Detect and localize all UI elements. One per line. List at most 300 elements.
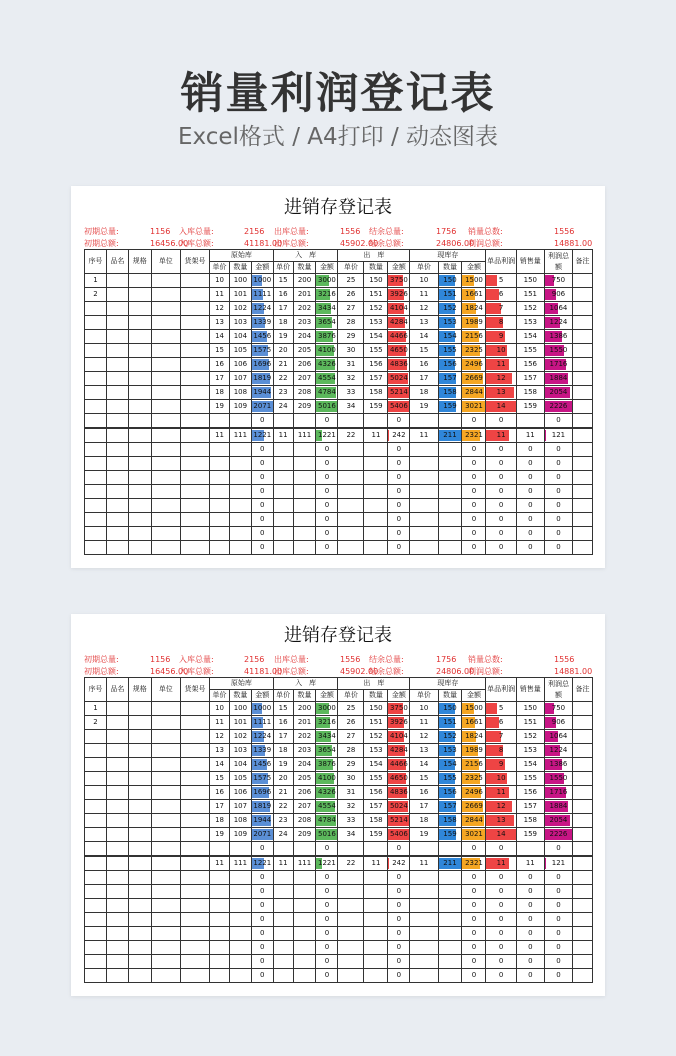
cell-empty: [106, 730, 128, 744]
cell-text: 111: [297, 431, 312, 439]
cell-value: [338, 941, 364, 955]
cell-empty: [180, 899, 209, 913]
cell-value: [251, 428, 273, 443]
cell-text: 3876: [318, 332, 336, 340]
cell-text: 22: [346, 431, 356, 439]
cell-value: [273, 457, 293, 471]
cell-empty: [106, 913, 128, 927]
cell-value: [229, 400, 251, 414]
cell-text: 0: [260, 873, 265, 881]
subheader-cell: 数量: [438, 690, 462, 702]
cell-value: [293, 443, 316, 457]
cell-value: [544, 302, 572, 316]
cell-value: [293, 702, 316, 716]
cell-text: 17: [419, 802, 429, 810]
cell-value: [251, 702, 273, 716]
cell-value: [462, 513, 486, 527]
cell-text: 1111: [253, 290, 272, 298]
cell-empty: [151, 400, 180, 414]
cell-value: [544, 772, 572, 786]
table-row: [85, 330, 593, 344]
subheader-cell: 数量: [364, 262, 388, 274]
table-row: [85, 302, 593, 316]
cell-value: [229, 288, 251, 302]
summary-value: 41181.00: [244, 239, 283, 248]
cell-value: [338, 885, 364, 899]
cell-value: [210, 800, 230, 814]
cell-seq: [85, 885, 107, 899]
cell-value: [486, 288, 516, 302]
cell-text: 208: [297, 816, 312, 824]
cell-text: 206: [297, 788, 312, 796]
cell-value: [251, 443, 273, 457]
cell-empty: [180, 955, 209, 969]
cell-value: [229, 414, 251, 429]
cell-value: [210, 428, 230, 443]
cell-value: [486, 899, 516, 913]
cell-value: [388, 302, 410, 316]
cell-value: [210, 856, 230, 871]
cell-value: [210, 499, 230, 513]
hero-subtitle: Excel格式 / A4打印 / 动态图表: [177, 124, 499, 150]
cell-value: [462, 842, 486, 857]
cell-value: [516, 330, 544, 344]
cell-text: 1944: [253, 816, 272, 824]
cell-value: [410, 828, 438, 842]
cell-text: 750: [551, 704, 566, 712]
cell-text: 29: [346, 332, 356, 340]
cell-text: 18: [278, 318, 288, 326]
cell-value: [210, 842, 230, 857]
cell-value: [273, 800, 293, 814]
cell-text: 9: [498, 332, 504, 340]
cell-value: [410, 471, 438, 485]
cell-seq: [85, 471, 107, 485]
cell-text: 207: [297, 374, 312, 382]
cell-empty: [106, 702, 128, 716]
cell-value: [388, 288, 410, 302]
cell-text: 3750: [389, 276, 408, 284]
cell-text: 30: [346, 774, 356, 782]
cell-value: [544, 927, 572, 941]
cell-value: [486, 527, 516, 541]
cell-value: [210, 969, 230, 983]
cell-empty: [180, 400, 209, 414]
cell-value: [516, 800, 544, 814]
cell-value: [229, 955, 251, 969]
cell-value: [364, 786, 388, 800]
cell-text: 0: [260, 416, 265, 424]
cell-value: [486, 499, 516, 513]
cell-value: [364, 885, 388, 899]
cell-value: [273, 772, 293, 786]
table-row: [85, 414, 593, 429]
cell-value: [388, 485, 410, 499]
cell-value: [316, 955, 338, 969]
cell-text: 0: [260, 844, 265, 852]
cell-value: [229, 899, 251, 913]
cell-value: [388, 856, 410, 871]
summary-label: 初期总额:: [84, 239, 119, 248]
cell-value: [316, 927, 338, 941]
cell-seq: [85, 786, 107, 800]
cell-text: 5024: [389, 802, 408, 810]
cell-value: [273, 386, 293, 400]
cell-text: 4650: [389, 346, 408, 354]
cell-text: 154: [369, 760, 383, 768]
cell-value: [316, 471, 338, 485]
cell-text: 0: [528, 473, 533, 481]
cell-text: 150: [443, 704, 457, 712]
summary-value: 1556: [554, 227, 575, 236]
cell-value: [293, 274, 316, 288]
cell-value: [364, 372, 388, 386]
cell-value: [462, 786, 486, 800]
cell-text: 0: [324, 473, 330, 481]
cell-text: 108: [233, 388, 248, 396]
cell-value: [364, 913, 388, 927]
cell-text: 159: [523, 402, 537, 410]
cell-value: [410, 527, 438, 541]
cell-text: 157: [369, 802, 383, 810]
cell-empty: [151, 485, 180, 499]
table-row: [85, 955, 593, 969]
cell-empty: [128, 842, 151, 857]
table-row: [85, 372, 593, 386]
summary-label: 初期总量:: [84, 655, 119, 664]
cell-value: [516, 457, 544, 471]
cell-text: 156: [443, 788, 457, 796]
cell-value: [229, 428, 251, 443]
cell-value: [516, 527, 544, 541]
cell-empty: [128, 358, 151, 372]
cell-remark: [573, 758, 593, 772]
cell-value: [338, 744, 364, 758]
cell-text: 13: [215, 746, 224, 754]
cell-value: [438, 941, 462, 955]
cell-value: [516, 758, 544, 772]
cell-value: [410, 541, 438, 555]
summary-label: 入库总额:: [179, 239, 214, 248]
cell-text: 3216: [318, 718, 336, 726]
cell-value: [516, 274, 544, 288]
cell-value: [544, 871, 572, 885]
cell-text: 106: [233, 788, 248, 796]
cell-value: [316, 744, 338, 758]
cell-value: [273, 316, 293, 330]
cell-value: [210, 527, 230, 541]
cell-empty: [180, 414, 209, 429]
cell-seq: [85, 372, 107, 386]
cell-text: 107: [233, 374, 248, 382]
summary-value: 1756: [436, 655, 457, 664]
cell-value: [251, 814, 273, 828]
cell-value: [486, 786, 516, 800]
cell-remark: [573, 730, 593, 744]
cell-text: 4784: [318, 388, 336, 396]
cell-text: 2325: [465, 346, 483, 354]
subheader-cell: 金额: [316, 690, 338, 702]
cell-value: [293, 730, 316, 744]
cell-value: [516, 885, 544, 899]
cell-empty: [128, 871, 151, 885]
subheader-cell: 单价: [210, 262, 230, 274]
subheader-cell: 金额: [251, 690, 273, 702]
cell-text: 1221: [318, 859, 336, 867]
summary-label: 销量总数:: [468, 227, 503, 236]
cell-text: 152: [443, 732, 457, 740]
cell-text: 0: [396, 957, 402, 965]
cell-value: [462, 885, 486, 899]
cell-value: [293, 814, 316, 828]
cell-empty: [128, 885, 151, 899]
cell-value: [210, 702, 230, 716]
cell-value: [229, 457, 251, 471]
data-bar: [486, 289, 499, 300]
cell-value: [462, 941, 486, 955]
cell-text: 0: [396, 416, 402, 424]
header-remark: 备注: [573, 250, 593, 274]
cell-text: 201: [297, 290, 312, 298]
cell-value: [229, 913, 251, 927]
cell-value: [273, 941, 293, 955]
cell-text: 15: [419, 774, 429, 782]
cell-value: [462, 702, 486, 716]
cell-text: 155: [369, 774, 383, 782]
cell-value: [438, 969, 462, 983]
cell-value: [388, 499, 410, 513]
cell-remark: [573, 913, 593, 927]
cell-text: 27: [346, 304, 356, 312]
cell-text: 14: [496, 830, 506, 838]
summary-label: 初期总额:: [84, 667, 119, 676]
cell-value: [338, 443, 364, 457]
cell-text: 0: [396, 844, 402, 852]
cell-empty: [128, 941, 151, 955]
cell-value: [388, 913, 410, 927]
cell-value: [544, 913, 572, 927]
cell-text: 0: [556, 416, 561, 424]
cell-value: [462, 899, 486, 913]
cell-remark: [573, 800, 593, 814]
cell-value: [316, 814, 338, 828]
cell-value: [462, 414, 486, 429]
cell-seq: [85, 400, 107, 414]
cell-text: 0: [528, 445, 533, 453]
cell-value: [516, 316, 544, 330]
cell-text: 18: [419, 388, 429, 396]
cell-empty: [128, 856, 151, 871]
cell-value: [462, 302, 486, 316]
cell-text: 11: [278, 859, 288, 867]
cell-text: 104: [233, 760, 248, 768]
cell-text: 11: [215, 431, 224, 439]
cell-remark: [573, 885, 593, 899]
header-unit: 单位: [151, 678, 180, 702]
table-row: [85, 344, 593, 358]
cell-value: [338, 969, 364, 983]
cell-value: [210, 288, 230, 302]
cell-text: 0: [396, 501, 402, 509]
cell-value: [364, 499, 388, 513]
cell-value: [486, 927, 516, 941]
cell-value: [438, 344, 462, 358]
cell-empty: [180, 471, 209, 485]
header-seq: 序号: [85, 678, 107, 702]
cell-text: 2844: [465, 816, 483, 824]
cell-text: 0: [324, 901, 330, 909]
cell-value: [410, 499, 438, 513]
cell-text: 2669: [465, 374, 483, 382]
cell-text: 0: [396, 873, 402, 881]
cell-empty: [106, 716, 128, 730]
cell-text: 150: [443, 276, 457, 284]
table-row: [85, 758, 593, 772]
cell-text: 11: [496, 360, 506, 368]
cell-remark: [573, 814, 593, 828]
cell-text: 10: [215, 704, 224, 712]
cell-empty: [106, 372, 128, 386]
cell-text: 5406: [389, 402, 408, 410]
cell-empty: [128, 541, 151, 555]
table-row: [85, 485, 593, 499]
cell-text: 0: [556, 957, 561, 965]
cell-empty: [180, 288, 209, 302]
cell-value: [210, 941, 230, 955]
cell-remark: [573, 541, 593, 555]
cell-text: 103: [233, 746, 248, 754]
cell-text: 2844: [465, 388, 483, 396]
summary-label: 结余总额:: [369, 239, 404, 248]
cell-value: [544, 941, 572, 955]
summary-label: 结余总额:: [369, 667, 404, 676]
cell-text: 158: [443, 388, 457, 396]
cell-text: 19: [278, 760, 288, 768]
cell-value: [388, 716, 410, 730]
cell-value: [316, 302, 338, 316]
cell-remark: [573, 744, 593, 758]
cell-text: 1824: [465, 304, 483, 312]
cell-remark: [573, 485, 593, 499]
cell-text: 0: [528, 957, 533, 965]
cell-value: [210, 302, 230, 316]
cell-value: [388, 941, 410, 955]
cell-text: 0: [471, 971, 477, 979]
cell-value: [516, 443, 544, 457]
cell-text: 0: [471, 873, 477, 881]
cell-text: 0: [498, 515, 504, 523]
cell-value: [229, 344, 251, 358]
cell-text: 156: [443, 360, 457, 368]
cell-value: [544, 702, 572, 716]
cell-text: 1221: [253, 431, 272, 439]
cell-text: 153: [443, 318, 457, 326]
cell-text: 18: [278, 746, 288, 754]
cell-value: [229, 316, 251, 330]
cell-empty: [128, 527, 151, 541]
cell-seq: [85, 457, 107, 471]
cell-value: [251, 885, 273, 899]
cell-value: [438, 471, 462, 485]
cell-value: [438, 428, 462, 443]
cell-seq: 1: [85, 274, 107, 288]
cell-text: 158: [523, 816, 537, 824]
cell-value: [316, 541, 338, 555]
cell-empty: [128, 913, 151, 927]
cell-value: [316, 899, 338, 913]
cell-value: [316, 372, 338, 386]
cell-text: 12: [496, 802, 506, 810]
cell-value: [462, 386, 486, 400]
cell-value: [273, 969, 293, 983]
cell-value: [293, 372, 316, 386]
cell-text: 150: [523, 276, 537, 284]
cell-value: [316, 499, 338, 513]
cell-text: 3216: [318, 290, 336, 298]
table-row: [85, 856, 593, 871]
data-bar: [545, 858, 546, 869]
cell-value: [388, 330, 410, 344]
cell-value: [438, 330, 462, 344]
cell-text: 1716: [549, 788, 568, 796]
cell-value: [462, 372, 486, 386]
summary-value: 1756: [436, 227, 457, 236]
cell-value: [293, 513, 316, 527]
cell-seq: [85, 386, 107, 400]
cell-text: 0: [498, 416, 504, 424]
cell-value: [251, 499, 273, 513]
cell-value: [316, 316, 338, 330]
cell-text: 10: [419, 276, 429, 284]
cell-empty: [151, 955, 180, 969]
cell-value: [516, 955, 544, 969]
cell-text: 27: [346, 732, 356, 740]
cell-value: [338, 730, 364, 744]
cell-empty: [180, 330, 209, 344]
cell-text: 22: [346, 859, 356, 867]
cell-value: [293, 471, 316, 485]
cell-value: [210, 786, 230, 800]
cell-text: 0: [471, 487, 477, 495]
summary-value: 24806.00: [436, 667, 475, 676]
table-row: [85, 941, 593, 955]
table-row: [85, 386, 593, 400]
cell-value: [486, 758, 516, 772]
cell-text: 103: [233, 318, 248, 326]
table-row: [85, 513, 593, 527]
cell-value: [486, 513, 516, 527]
cell-text: 1224: [549, 746, 568, 754]
cell-value: [410, 772, 438, 786]
cell-empty: [128, 730, 151, 744]
summary-row: [84, 654, 584, 665]
cell-value: [229, 716, 251, 730]
cell-text: 33: [346, 816, 356, 824]
cell-empty: [128, 513, 151, 527]
cell-value: [229, 527, 251, 541]
cell-seq: [85, 941, 107, 955]
cell-empty: [151, 730, 180, 744]
header-spec: 规格: [128, 250, 151, 274]
cell-value: [316, 288, 338, 302]
cell-value: [544, 471, 572, 485]
cell-empty: [151, 358, 180, 372]
cell-value: [316, 400, 338, 414]
cell-value: [251, 344, 273, 358]
cell-value: [364, 969, 388, 983]
cell-text: 155: [443, 774, 457, 782]
cell-value: [210, 414, 230, 429]
